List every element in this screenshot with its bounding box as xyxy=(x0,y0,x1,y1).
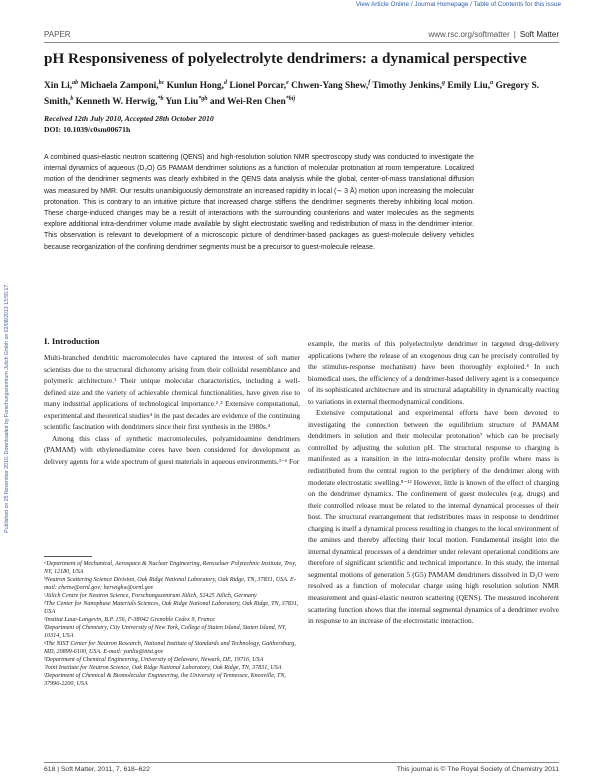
author: Michaela Zamponi,$^{bc}$ xyxy=(80,80,165,92)
author: Chwen-Yang Shew,$^f$ xyxy=(291,80,371,92)
download-notice: Published on 25 November 2010. Downloaded by Forschungszentrum Julich Gmbh on 02/08/2013 13:55:17. xyxy=(4,283,10,533)
paragraph: example, the merits of this polyelectrolyte dendrimer in targeted drug-delivery applications (where the release of an exogenous drug can be precisely controlled by the stimulus-response mechanism) have been thoroughly exploited.⁴ In such biomedical uses, the efficiency of a dendrimer-based delivery agent is a consequence of its sophisticated architecture and its structural adaptability in dynamically reacting to variations in external thermodynamical conditions. xyxy=(308,339,559,406)
link-separator: / xyxy=(470,1,472,8)
running-header xyxy=(44,30,559,42)
author: Emily Liu,$^a$ xyxy=(447,80,494,92)
abstract: A combined quasi-elastic neutron scattering (QENS) and high-resolution solution NMR spectroscopy study was conducted to investigate the internal dynamics of aqueous (D₂O) G5 PAMAM dendrimer solutions as a function of molecular protonation at room temperature. Localized motion of the dendrimer segments was clearly exhibited in the QENS data analysis while the global, center-of-mass translational diffusion was measured by NMR. Our results unambiguously demonstrate an increased rapidity in local (∼ 3 Å) motion upon increasing the molecular protonation. This is contrary to an intuitive picture that increased charge stiffens the dendrimer segments thereby inhibiting local motion. These charge-induced changes may be a result of interactions with the surrounding counterions and water molecules as the segments explore additional intra-dendrimer volume made available by slight electrostatic swelling and redistribution of mass in the dendrimer interior. This observation is relevant to development of a microscopic picture of dendrimer-based packages as guest-molecule delivery vehicles because reorganization of the confining dendrimer segments must be a precursor to guest-molecule release. xyxy=(44,154,474,251)
author: Xin Li,$^{ab}$ xyxy=(44,80,79,92)
journal-homepage-link[interactable]: Journal Homepage xyxy=(414,1,469,8)
section-heading: I. Introduction xyxy=(44,336,100,346)
link-separator: / xyxy=(410,1,413,8)
affiliation: ᵇNeutron Scattering Science Division, Oak Ridge National Laboratory, Oak Ridge, TN, 37831, USA. E-mail: chenw@ornl.gov; herwigkw@ornl.gov xyxy=(44,577,296,591)
author: Lionel Porcar,$^e$ xyxy=(229,80,289,92)
affiliations xyxy=(44,560,300,688)
top-navigation-links xyxy=(356,1,561,8)
author: Gregory S. Smith,$^b$ xyxy=(44,81,540,108)
article-dates xyxy=(44,113,214,135)
affiliation: ʰDepartment of Chemical Engineering, University of Delaware, Newark, DE, 19716, USA xyxy=(44,657,264,663)
paragraph: Extensive computational and experimental efforts have been devoted to investigating the connection between the equilibrium structure of PAMAM dendrimers in solution and their molecular protonation⁷ which can be precisely controlled by adjusting the solution pH. The structural response to charging is manifested as a transition in the intra-molecular density profile where mass is redistributed from the central region to the periphery of the dendrimer along with moderate electrostatic swelling.⁸⁻¹² However, little is known of the effect of charging on the dendrimer dynamics. The confinement of guest molecules (e.g. drugs) and their controlled release must be related to the internal dynamical processes of their host. The structural rearrangement that redistributes mass in response to dendrimer charging is itself a dynamical process resulting in changes to the local environment of the amines and thereby affecting their local motion. Fundamental insight into the internal dynamical processes of a dendrimer under relevant operational conditions are therefore of significant scientific and technical importance. In this study, the internal segmental motions of generation 5 (G5) PAMAM dendrimers dissolved in D₂O were resolved as a function of molecular charge using high resolution solution NMR measurement and quasi-elastic neutron scattering (QENS). The measured incoherent scattering function shows that the internal segmental dynamics of a dendrimer evolve in response to an increase of the electrostatic interaction. xyxy=(308,408,559,626)
affiliation: ʲDepartment of Chemical & Biomolecular Engineering, the University of Tennessee, Knoxville, TN, 37996-2200, USA xyxy=(44,673,286,687)
doi[interactable]: DOI: 10.1039/c0sm00671h xyxy=(44,125,131,134)
article-type-label: PAPER xyxy=(44,30,71,39)
journal-name: Soft Matter xyxy=(519,30,559,39)
affiliation: ᶜJülich Centre for Neutron Science, Forschungszentrum Jülich, 52425 Jülich, Germany xyxy=(44,593,257,599)
right-column xyxy=(308,338,559,627)
journal-url: www.rsc.org/softmatter xyxy=(428,30,510,39)
header-rule xyxy=(44,42,559,43)
affiliation: ᵍThe NIST Center for Neutron Research, National Institute of Standards and Technology, Gaithersburg, MD, 20899-6100, USA. E-mail: yunliu@nist.gov xyxy=(44,641,296,655)
author-list xyxy=(44,77,544,109)
copyright-notice: This journal is © The Royal Society of Chemistry 2011 xyxy=(396,766,559,773)
author: and Wei-Ren Chen$^{*bij}$ xyxy=(209,96,296,108)
affiliation: ᶠDepartment of Chemistry, City University of New York, College of Staten Island, Staten Island, NY, 10314, USA xyxy=(44,625,287,639)
affiliation: ᵈThe Center for Nanophase Materials Sciences, Oak Ridge National Laboratory, Oak Ridge, TN, 37831, USA xyxy=(44,601,299,615)
author: Kenneth W. Herwig,$^{*b}$ xyxy=(75,96,164,108)
affiliation: ᵃDepartment of Mechanical, Aerospace & Nuclear Engineering, Rensselaer Polytechnic Institute, Troy, NY, 12180, USA xyxy=(44,561,297,575)
author: Kunlun Hong,$^d$ xyxy=(166,80,227,92)
table-of-contents-link[interactable]: Table of Contents for this issue xyxy=(473,1,561,8)
author: Timothy Jenkins,$^g$ xyxy=(372,80,446,92)
left-column xyxy=(44,352,300,467)
author: Yun Liu$^{*gh}$ xyxy=(165,96,208,108)
page-citation: 618 | Soft Matter, 2011, 7, 618–622 xyxy=(44,766,150,773)
paragraph: Multi-branched dendritic macromolecules have captured the interest of soft matter scientists due to the structural dichotomy arising from their colloidal resemblance and polymeric architecture.¹ Their unique molecular characteristics, including a well-defined size and the variety of achievable chemical functionalities, have given rise to many industrial applications of technological importance.²˒³ Extensive computational, experimental and theoretical studies⁴ in the past decades are evidence of the continuing scientific fascination with dendrimers since their first synthesis in the 1980s.⁴ xyxy=(44,353,300,432)
article-title: pH Responsiveness of polyelectrolyte dendrimers: a dynamical perspective xyxy=(44,50,527,67)
affiliation: ⁱJoint Institute for Neutron Science, Oak Ridge National Laboratory, Oak Ridge, TN, 37831, USA xyxy=(44,665,282,671)
header-separator: | xyxy=(513,30,516,39)
paragraph: Among this class of synthetic macromolecules, polyamidoamine dendrimers (PAMAM) with ethylenediamine cores have been considered for development as delivery agents for a wide spectrum of guest materials in aqueous environments.³⁻⁶ For xyxy=(44,433,300,466)
affiliation: ᵉInstitut Laue-Langevin, B.P. 156, F-38042 Grenoble Cedex 9, France xyxy=(44,617,216,623)
footnote-rule xyxy=(44,556,92,557)
journal-info xyxy=(428,30,559,39)
received-accepted-dates: Received 12th July 2010, Accepted 28th October 2010 xyxy=(44,114,214,123)
footer-rule xyxy=(44,762,559,763)
view-article-online-link[interactable]: View Article Online xyxy=(355,1,410,8)
